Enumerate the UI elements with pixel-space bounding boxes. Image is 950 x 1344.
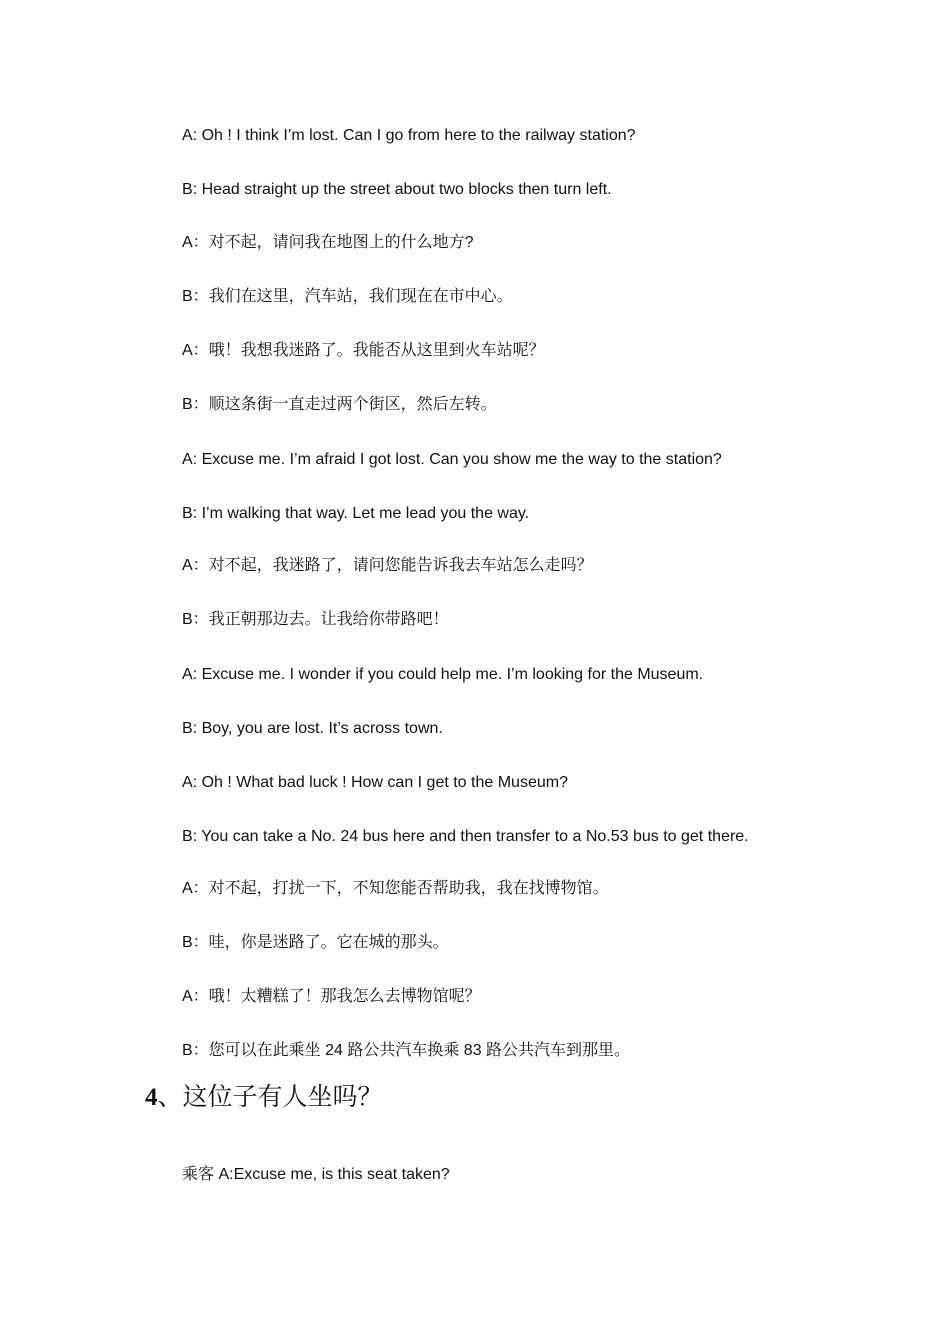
dialogue-line: B：您可以在此乘坐 24 路公共汽车换乘 83 路公共汽车到那里。 [182, 1042, 631, 1059]
dialogue-line: A: Oh ! What bad luck ! How can I get to the Museum? [182, 774, 568, 791]
dialogue-line: A：对不起，我迷路了，请问您能告诉我去车站怎么走吗？ [182, 557, 593, 574]
dialogue-line: A: Excuse me. I wonder if you could help me. I’m looking for the Museum. [182, 666, 704, 683]
dialogue-line: A：对不起，打扰一下，不知您能否帮助我，我在找博物馆。 [182, 880, 609, 897]
dialogue-line: B: Head straight up the street about two blocks then turn left. [182, 181, 612, 198]
dialogue-line: A：对不起，请问我在地图上的什么地方? [182, 234, 474, 251]
dialogue-line: A: Excuse me. I’m afraid I got lost. Can you show me the way to the station? [182, 451, 722, 468]
dialogue-line: B：我们在这里，汽车站，我们现在在市中心。 [182, 288, 513, 305]
dialogue-line: A: Oh ! I think I’m lost. Can I go from here to the railway station? [182, 127, 636, 144]
dialogue-line: 乘客 A:Excuse me, is this seat taken? [182, 1166, 450, 1183]
dialogue-line: B: I’m walking that way. Let me lead you the way. [182, 505, 530, 522]
section-number: 4 [145, 1084, 158, 1111]
dialogue-line: B: You can take a No. 24 bus here and then transfer to a No.53 bus to get there. [182, 828, 749, 845]
dialogue-line: A：哦！太糟糕了！那我怎么去博物馆呢？ [182, 988, 481, 1005]
dialogue-line: B: Boy, you are lost. It’s across town. [182, 720, 443, 737]
section-title: 、这位子有人坐吗？ [157, 1082, 383, 1111]
dialogue-line: B：我正朝那边去。让我给你带路吧！ [182, 611, 449, 628]
dialogue-line: B：顺这条街一直走过两个街区，然后左转。 [182, 396, 497, 413]
section-heading [145, 1082, 383, 1113]
dialogue-line: A：哦！我想我迷路了。我能否从这里到火车站呢？ [182, 342, 545, 359]
dialogue-line: B：哇，你是迷路了。它在城的那头。 [182, 934, 449, 951]
